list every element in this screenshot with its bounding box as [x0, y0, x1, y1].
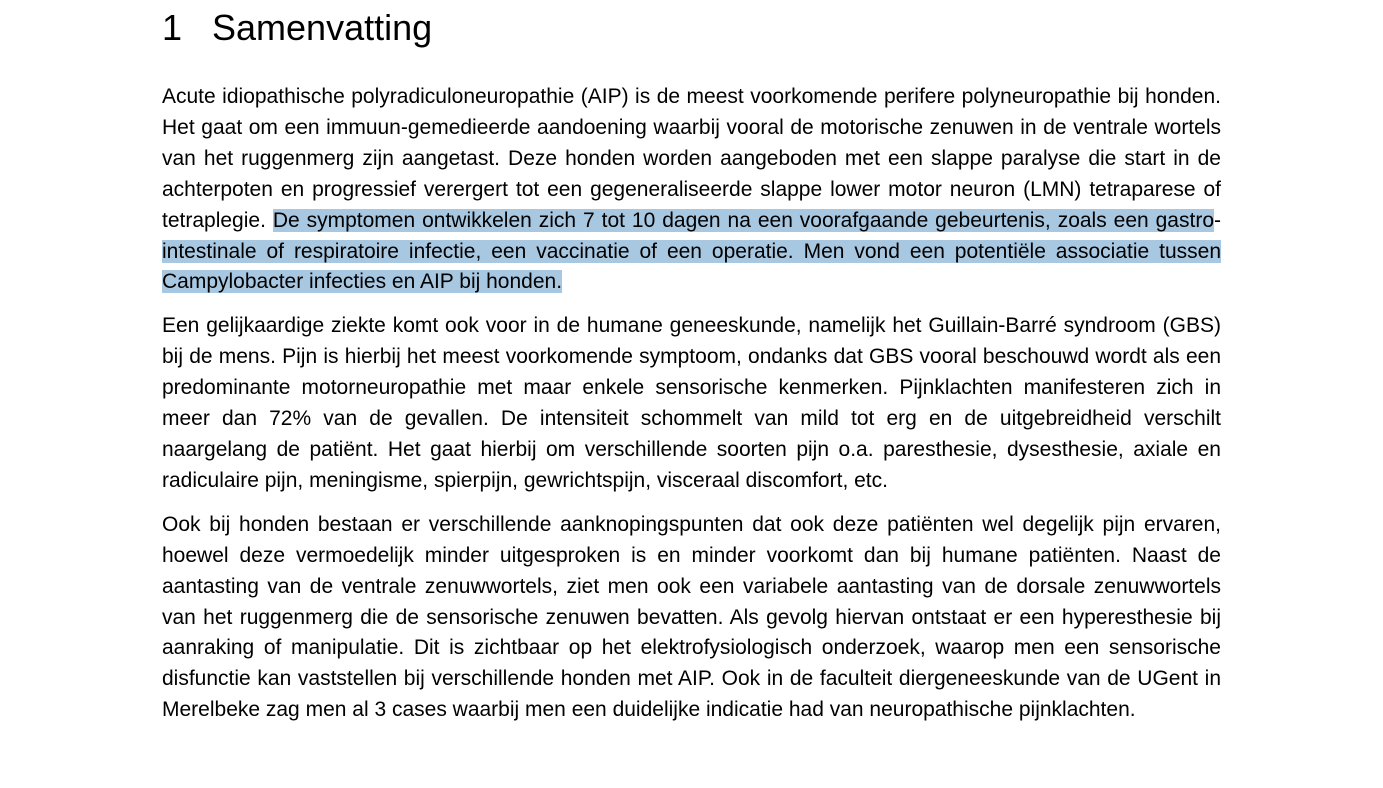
- section-number: 1: [162, 7, 183, 48]
- selected-text-continued[interactable]: intestinale of respiratoire infectie, een vaccinatie of een operatie. Men vond een potentiële associatie tussen Campylobacter infecties en AIP bij honden.: [162, 239, 1221, 294]
- paragraph-1-text: Acute idiopathische polyradiculoneuropathie (AIP) is de meest voorkomende perifere polyneuropathie bij honden. Het gaat om een immuun-gemedieerde aandoening waarbij vooral de motorische zenuwen in de ventrale wortels van het ruggenmerg zijn aangetast. Deze honden worden aangeboden met een slappe paralyse die start in de achterpoten en progressief verergert tot een gegeneraliseerde slappe lower motor neuron (LMN) tetraparese of tetraplegie.: [162, 85, 1221, 232]
- selected-text[interactable]: De symptomen ontwikkelen zich 7 tot 10 dagen na een voorafgaande gebeurtenis, zoals een gastro: [272, 208, 1214, 232]
- section-heading: [162, 0, 1221, 56]
- paragraph-3[interactable]: Ook bij honden bestaan er verschillende aanknopingspunten dat ook deze patiënten wel degelijk pijn ervaren, hoewel deze vermoedelijk minder uitgesproken is en minder voorkomt dan bij humane patiënten. Naast de aantasting van de ventrale zenuwwortels, ziet men ook een variabele aantasting van de dorsale zenuwwortels van het ruggenmerg die de sensorische zenuwen bevatten. Als gevolg hiervan ontstaat er een hyperesthesie bij aanraking of manipulatie. Dit is zichtbaar op het elektrofysiologisch onderzoek, waarop men een sensorische disfunctie kan vaststellen bij verschillende honden met AIP. Ook in de faculteit diergeneeskunde van de UGent in Merelbeke zag men al 3 cases waarbij men een duidelijke indicatie had van neuropathische pijnklachten.: [162, 512, 1221, 722]
- paragraph-1[interactable]: [162, 82, 1221, 298]
- paragraph-2[interactable]: Een gelijkaardige ziekte komt ook voor in de humane geneeskunde, namelijk het Guillain-Barré syndroom (GBS) bij de mens. Pijn is hierbij het meest voorkomende symptoom, ondanks dat GBS vooral beschouwd wordt als een predominante motorneuropathie met maar enkele sensorische kenmerken. Pijnklachten manifesteren zich in meer dan 72% van de gevallen. De intensiteit schommelt van mild tot erg en de uitgebreidheid verschilt naargelang de patiënt. Het gaat hierbij om verschillende soorten pijn o.a. paresthesie, dysesthesie, axiale en radiculaire pijn, meningisme, spierpijn, gewrichtspijn, visceraal discomfort, etc.: [162, 314, 1221, 492]
- document-page: [162, 0, 1221, 726]
- selected-text-gap: -: [1214, 208, 1221, 232]
- section-title: Samenvatting: [212, 7, 433, 48]
